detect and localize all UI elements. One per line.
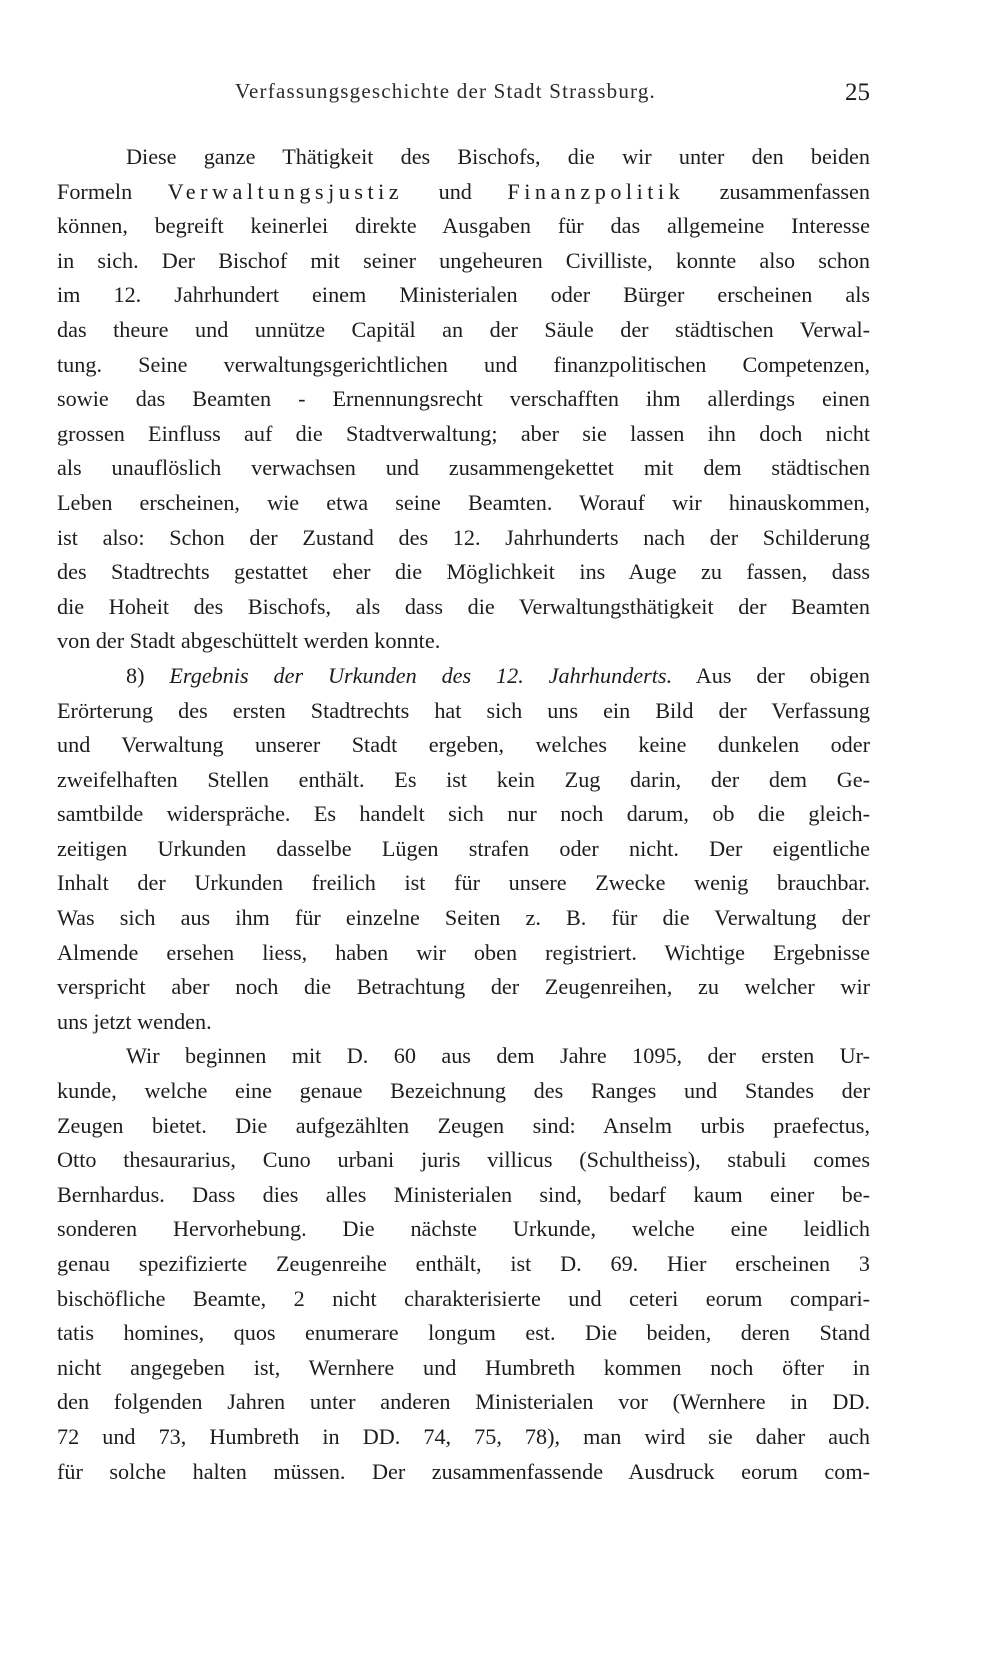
text-run: Aus der obigen <box>672 662 870 688</box>
section-heading: Ergebnis der Urkunden des 12. Jahrhunderts. <box>169 662 673 688</box>
text-line: Zeugen bietet. Die aufgezählten Zeugen sind: Anselm urbis praefectus, <box>57 1112 870 1138</box>
text-line: das theure und unnütze Capitäl an der Säule der städtischen Verwal- <box>57 316 870 342</box>
page-header <box>57 79 870 115</box>
text-line: sowie das Beamten - Ernennungsrecht verschafften ihm allerdings einen <box>57 386 870 412</box>
text-line: sonderen Hervorhebung. Die nächste Urkunde, welche eine leidlich <box>57 1216 870 1242</box>
text-line: Was sich aus ihm für einzelne Seiten z. B. für die Verwaltung der <box>57 905 870 931</box>
text-line: nicht angegeben ist, Wernhere und Humbreth kommen noch öfter in <box>57 1354 870 1380</box>
text-line: 72 und 73, Humbreth in DD. 74, 75, 78), man wird sie daher auch <box>57 1423 870 1449</box>
text-line: tatis homines, quos enumerare longum est. Die beiden, deren Stand <box>57 1320 870 1346</box>
text-line: die Hoheit des Bischofs, als dass die Verwaltungsthätigkeit der Beamten <box>57 593 870 619</box>
text-line: Leben erscheinen, wie etwa seine Beamten. Worauf wir hinauskommen, <box>57 489 870 515</box>
text-line: Inhalt der Urkunden freilich ist für unsere Zwecke wenig brauchbar. <box>57 870 870 896</box>
text-line: zweifelhaften Stellen enthält. Es ist kein Zug darin, der dem Ge- <box>57 766 870 792</box>
page-number: 25 <box>845 79 870 106</box>
text-line: uns jetzt wenden. <box>57 1008 212 1034</box>
text-line: den folgenden Jahren unter anderen Ministerialen vor (Wernhere in DD. <box>57 1389 870 1415</box>
text-line: grossen Einfluss auf die Stadtverwaltung; aber sie lassen ihn doch nicht <box>57 420 870 446</box>
text-line: Bernhardus. Dass dies alles Ministerialen sind, bedarf kaum einer be- <box>57 1181 870 1207</box>
running-title: Verfassungsgeschichte der Stadt Strassburg. <box>235 79 656 103</box>
text-line: kunde, welche eine genaue Bezeichnung des Ranges und Standes der <box>57 1078 870 1104</box>
text-line: des Stadtrechts gestattet eher die Möglichkeit ins Auge zu fassen, dass <box>57 559 870 585</box>
text-line: ist also: Schon der Zustand des 12. Jahrhunderts nach der Schilderung <box>57 524 870 550</box>
text-line: Erörterung des ersten Stadtrechts hat sich uns ein Bild der Verfassung <box>57 697 870 723</box>
text-line: von der Stadt abgeschüttelt werden konnte. <box>57 628 441 654</box>
text-run: 8) <box>126 662 170 688</box>
text-line: Almende ersehen liess, haben wir oben registriert. Wichtige Ergebnisse <box>57 939 870 965</box>
text-line: genau spezifizierte Zeugenreihe enthält, ist D. 69. Hier erscheinen 3 <box>57 1251 870 1276</box>
text-run: und <box>403 178 508 204</box>
text-line: verspricht aber noch die Betrachtung der Zeugenreihen, zu welcher wir <box>57 974 870 1000</box>
text-run: zusammenfassen <box>684 178 870 204</box>
text-run: Formeln <box>57 178 168 204</box>
emphasized-term: Finanzpolitik <box>507 178 685 204</box>
text-line <box>57 659 870 694</box>
text-line: Diese ganze Thätigkeit des Bischofs, die wir unter den beiden <box>126 144 870 169</box>
text-line: tung. Seine verwaltungsgerichtlichen und finanzpolitischen Competenzen, <box>57 351 870 377</box>
text-line: in sich. Der Bischof mit seiner ungeheuren Civilliste, konnte also schon <box>57 247 870 273</box>
text-line: samtbilde widerspräche. Es handelt sich nur noch darum, ob die gleich- <box>57 801 870 827</box>
text-line: Otto thesaurarius, Cuno urbani juris villicus (Schultheiss), stabuli comes <box>57 1147 870 1173</box>
text-line: für solche halten müssen. Der zusammenfassende Ausdruck eorum com- <box>57 1458 870 1484</box>
text-line: können, begreift keinerlei direkte Ausgaben für das allgemeine Interesse <box>57 213 870 239</box>
text-line: als unauflöslich verwachsen und zusammengekettet mit dem städtischen <box>57 455 870 481</box>
text-line: und Verwaltung unserer Stadt ergeben, welches keine dunkelen oder <box>57 732 870 758</box>
text-line <box>57 175 870 210</box>
emphasized-term: Verwaltungsjustiz <box>167 178 404 204</box>
text-line: bischöfliche Beamte, 2 nicht charakterisierte und ceteri eorum compari- <box>57 1285 870 1311</box>
body-text <box>57 140 870 1489</box>
text-line: im 12. Jahrhundert einem Ministerialen oder Bürger erscheinen als <box>57 282 870 308</box>
text-line: zeitigen Urkunden dasselbe Lügen strafen oder nicht. Der eigentliche <box>57 835 870 861</box>
text-line: Wir beginnen mit D. 60 aus dem Jahre 1095, der ersten Ur- <box>126 1043 870 1069</box>
